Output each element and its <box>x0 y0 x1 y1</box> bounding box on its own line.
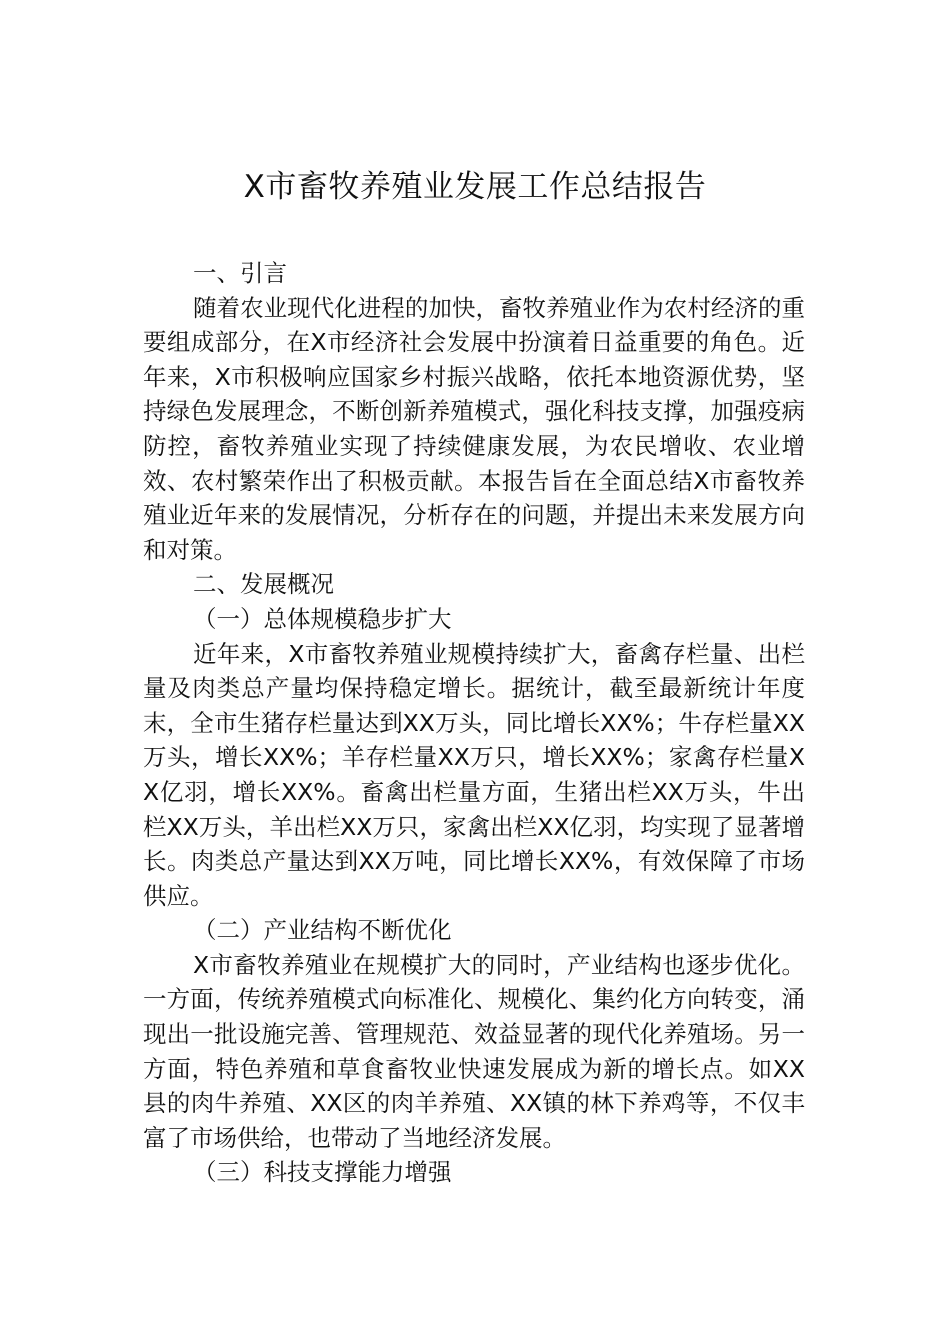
section-heading-overview: 二、发展概况 <box>193 570 334 599</box>
section-heading-introduction: 一、引言 <box>193 259 287 287</box>
paragraph-introduction: 随着农业现代化进程的加快，畜牧养殖业作为农村经济的重要组成部分，在X市经济社会发展中扮演着日益重要的角色。近年来，X市积极响应国家乡村振兴战略，依托本地资源优势，坚持绿色发展理念，不断创新养殖模式，强化科技支撑，加强疫病防控，畜牧养殖业实现了持续健康发展，为农民增收、农业增效、农村繁荣作出了积极贡献。本报告旨在全面总结X市畜牧养殖业近年来的发展情况，分析存在的问题，并提出未来发展方向和对策。 <box>143 293 805 564</box>
subsection-heading-structure: （二）产业结构不断优化 <box>193 916 452 945</box>
subsection-heading-scale: （一）总体规模稳步扩大 <box>193 604 452 633</box>
document-body <box>143 256 805 1190</box>
subsection-heading-technology: （三）科技支撑能力增强 <box>193 1158 452 1187</box>
document-title: X市畜牧养殖业发展工作总结报告 <box>243 169 707 205</box>
paragraph-structure: X市畜牧养殖业在规模扩大的同时，产业结构也逐步优化。一方面，传统养殖模式向标准化、规模化、集约化方向转变，涌现出一批设施完善、管理规范、效益显著的现代化养殖场。另一方面，特色养殖和草食畜牧业快速发展成为新的增长点。如XX县的肉牛养殖、XX区的肉羊养殖、XX镇的林下养鸡等，不仅丰富了市场供给，也带动了当地经济发展。 <box>143 950 805 1152</box>
paragraph-scale: 近年来，X市畜牧养殖业规模持续扩大，畜禽存栏量、出栏量及肉类总产量均保持稳定增长。据统计，截至最新统计年度末，全市生猪存栏量达到XX万头，同比增长XX%；牛存栏量XX万头，增长XX%；羊存栏量XX万只，增长XX%；家禽存栏量XX亿羽，增长XX%。畜禽出栏量方面，生猪出栏XX万头，牛出栏XX万头，羊出栏XX万只，家禽出栏XX亿羽，均实现了显著增长。肉类总产量达到XX万吨，同比增长XX%，有效保障了市场供应。 <box>143 639 805 910</box>
